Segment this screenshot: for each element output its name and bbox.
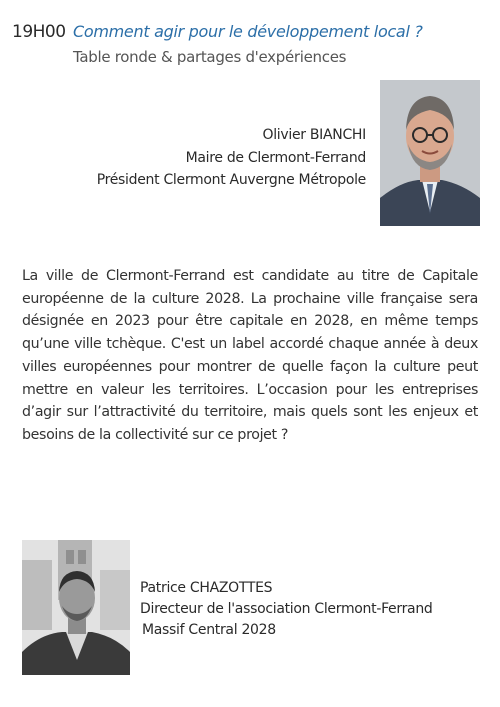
speaker2-name: Patrice CHAZOTTES — [140, 580, 273, 596]
speaker1-role1: Maire de Clermont-Ferrand — [185, 149, 366, 166]
session-time: 19H00 — [12, 22, 66, 42]
speaker1-photo — [380, 80, 480, 226]
description-paragraph: La ville de Clermont-Ferrand est candidate au titre de Capitale européenne de la culture 2028. La prochaine ville française sera désignée en 2023 pour être capitale en 2028, en même temps qu’une ville tchèque. C'est un label accordé chaque année à deux villes européennes pour montrer de quelle façon la culture peut mettre en valeur les territoires. L’occasion pour les entreprises d’agir sur l’attractivité du territoire, mais quels sont les enjeux et besoins de la collectivité sur ce projet ? — [22, 268, 478, 443]
speaker1-name: Olivier BIANCHI — [262, 127, 366, 143]
speaker1-role2: Président Clermont Auvergne Métropole — [96, 172, 366, 188]
speaker1-info — [97, 124, 366, 192]
session-subtitle: Table ronde & partages d'expériences — [73, 48, 347, 66]
speaker2-role2: Massif Central 2028 — [142, 622, 276, 638]
speaker2-role1: Directeur de l'association Clermont-Ferrand — [140, 601, 433, 617]
speaker2-photo — [22, 540, 130, 675]
speaker2-info — [140, 578, 432, 641]
session-title: Comment agir pour le développement local ? — [73, 22, 423, 41]
